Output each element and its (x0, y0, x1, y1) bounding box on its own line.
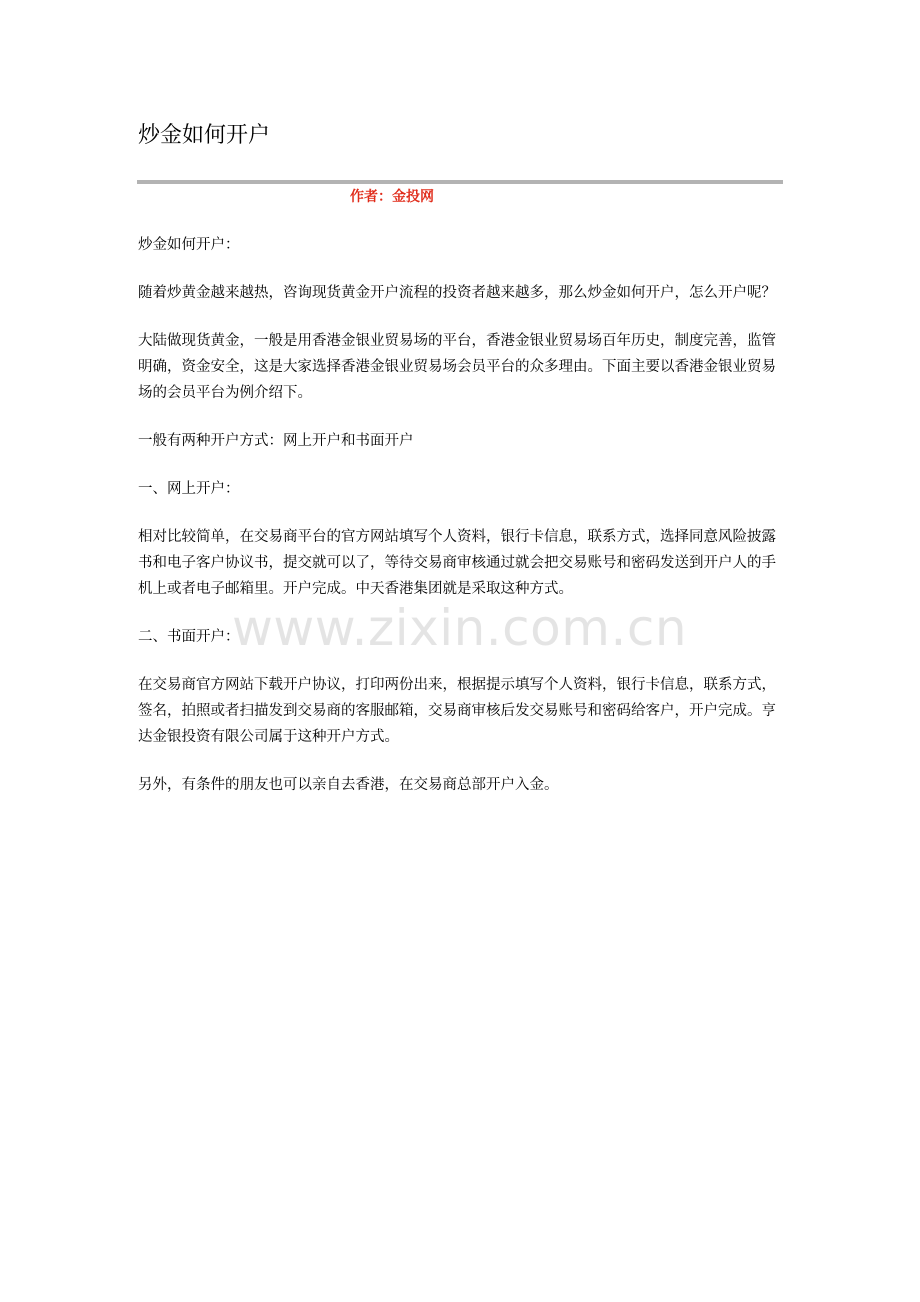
paragraph-intro: 炒金如何开户： (138, 237, 240, 253)
watermark: www.zixin.com.cn (232, 599, 688, 657)
paragraph-background: 随着炒黄金越来越热，咨询现货黄金开户流程的投资者越来越多，那么炒金如何开户，怎么开户呢？ (138, 285, 776, 301)
section-heading-written: 二、书面开户： (138, 629, 240, 645)
page-title: 炒金如何开户 (138, 123, 271, 148)
paragraph-written-steps: 在交易商官方网站下载开户协议，打印两份出来，根据提示填写个人资料，银行卡信息，联系方式，签名，拍照或者扫描发到交易商的客服邮箱，交易商审核后发交易账号和密码给客户，开户完成。亨达金银投资有限公司属于这种开户方式。 (138, 677, 776, 745)
paragraph-methods: 一般有两种开户方式：网上开户和书面开户 (138, 433, 414, 449)
title-divider (137, 180, 783, 184)
section-heading-online: 一、网上开户： (138, 481, 240, 497)
author-line: 作者：金投网 (350, 189, 434, 205)
paragraph-platform: 大陆做现货黄金，一般是用香港金银业贸易场的平台，香港金银业贸易场百年历史，制度完善，监管明确，资金安全，这是大家选择香港金银业贸易场会员平台的众多理由。下面主要以香港金银业贸易场的会员平台为例介绍下。 (138, 333, 776, 401)
paragraph-online-steps: 相对比较简单，在交易商平台的官方网站填写个人资料，银行卡信息，联系方式，选择同意风险披露书和电子客户协议书，提交就可以了，等待交易商审核通过就会把交易账号和密码发送到开户人的手机上或者电子邮箱里。开户完成。中天香港集团就是采取这种方式。 (138, 529, 776, 597)
article-body (138, 232, 788, 820)
paragraph-closing: 另外，有条件的朋友也可以亲自去香港，在交易商总部开户入金。 (138, 777, 559, 793)
